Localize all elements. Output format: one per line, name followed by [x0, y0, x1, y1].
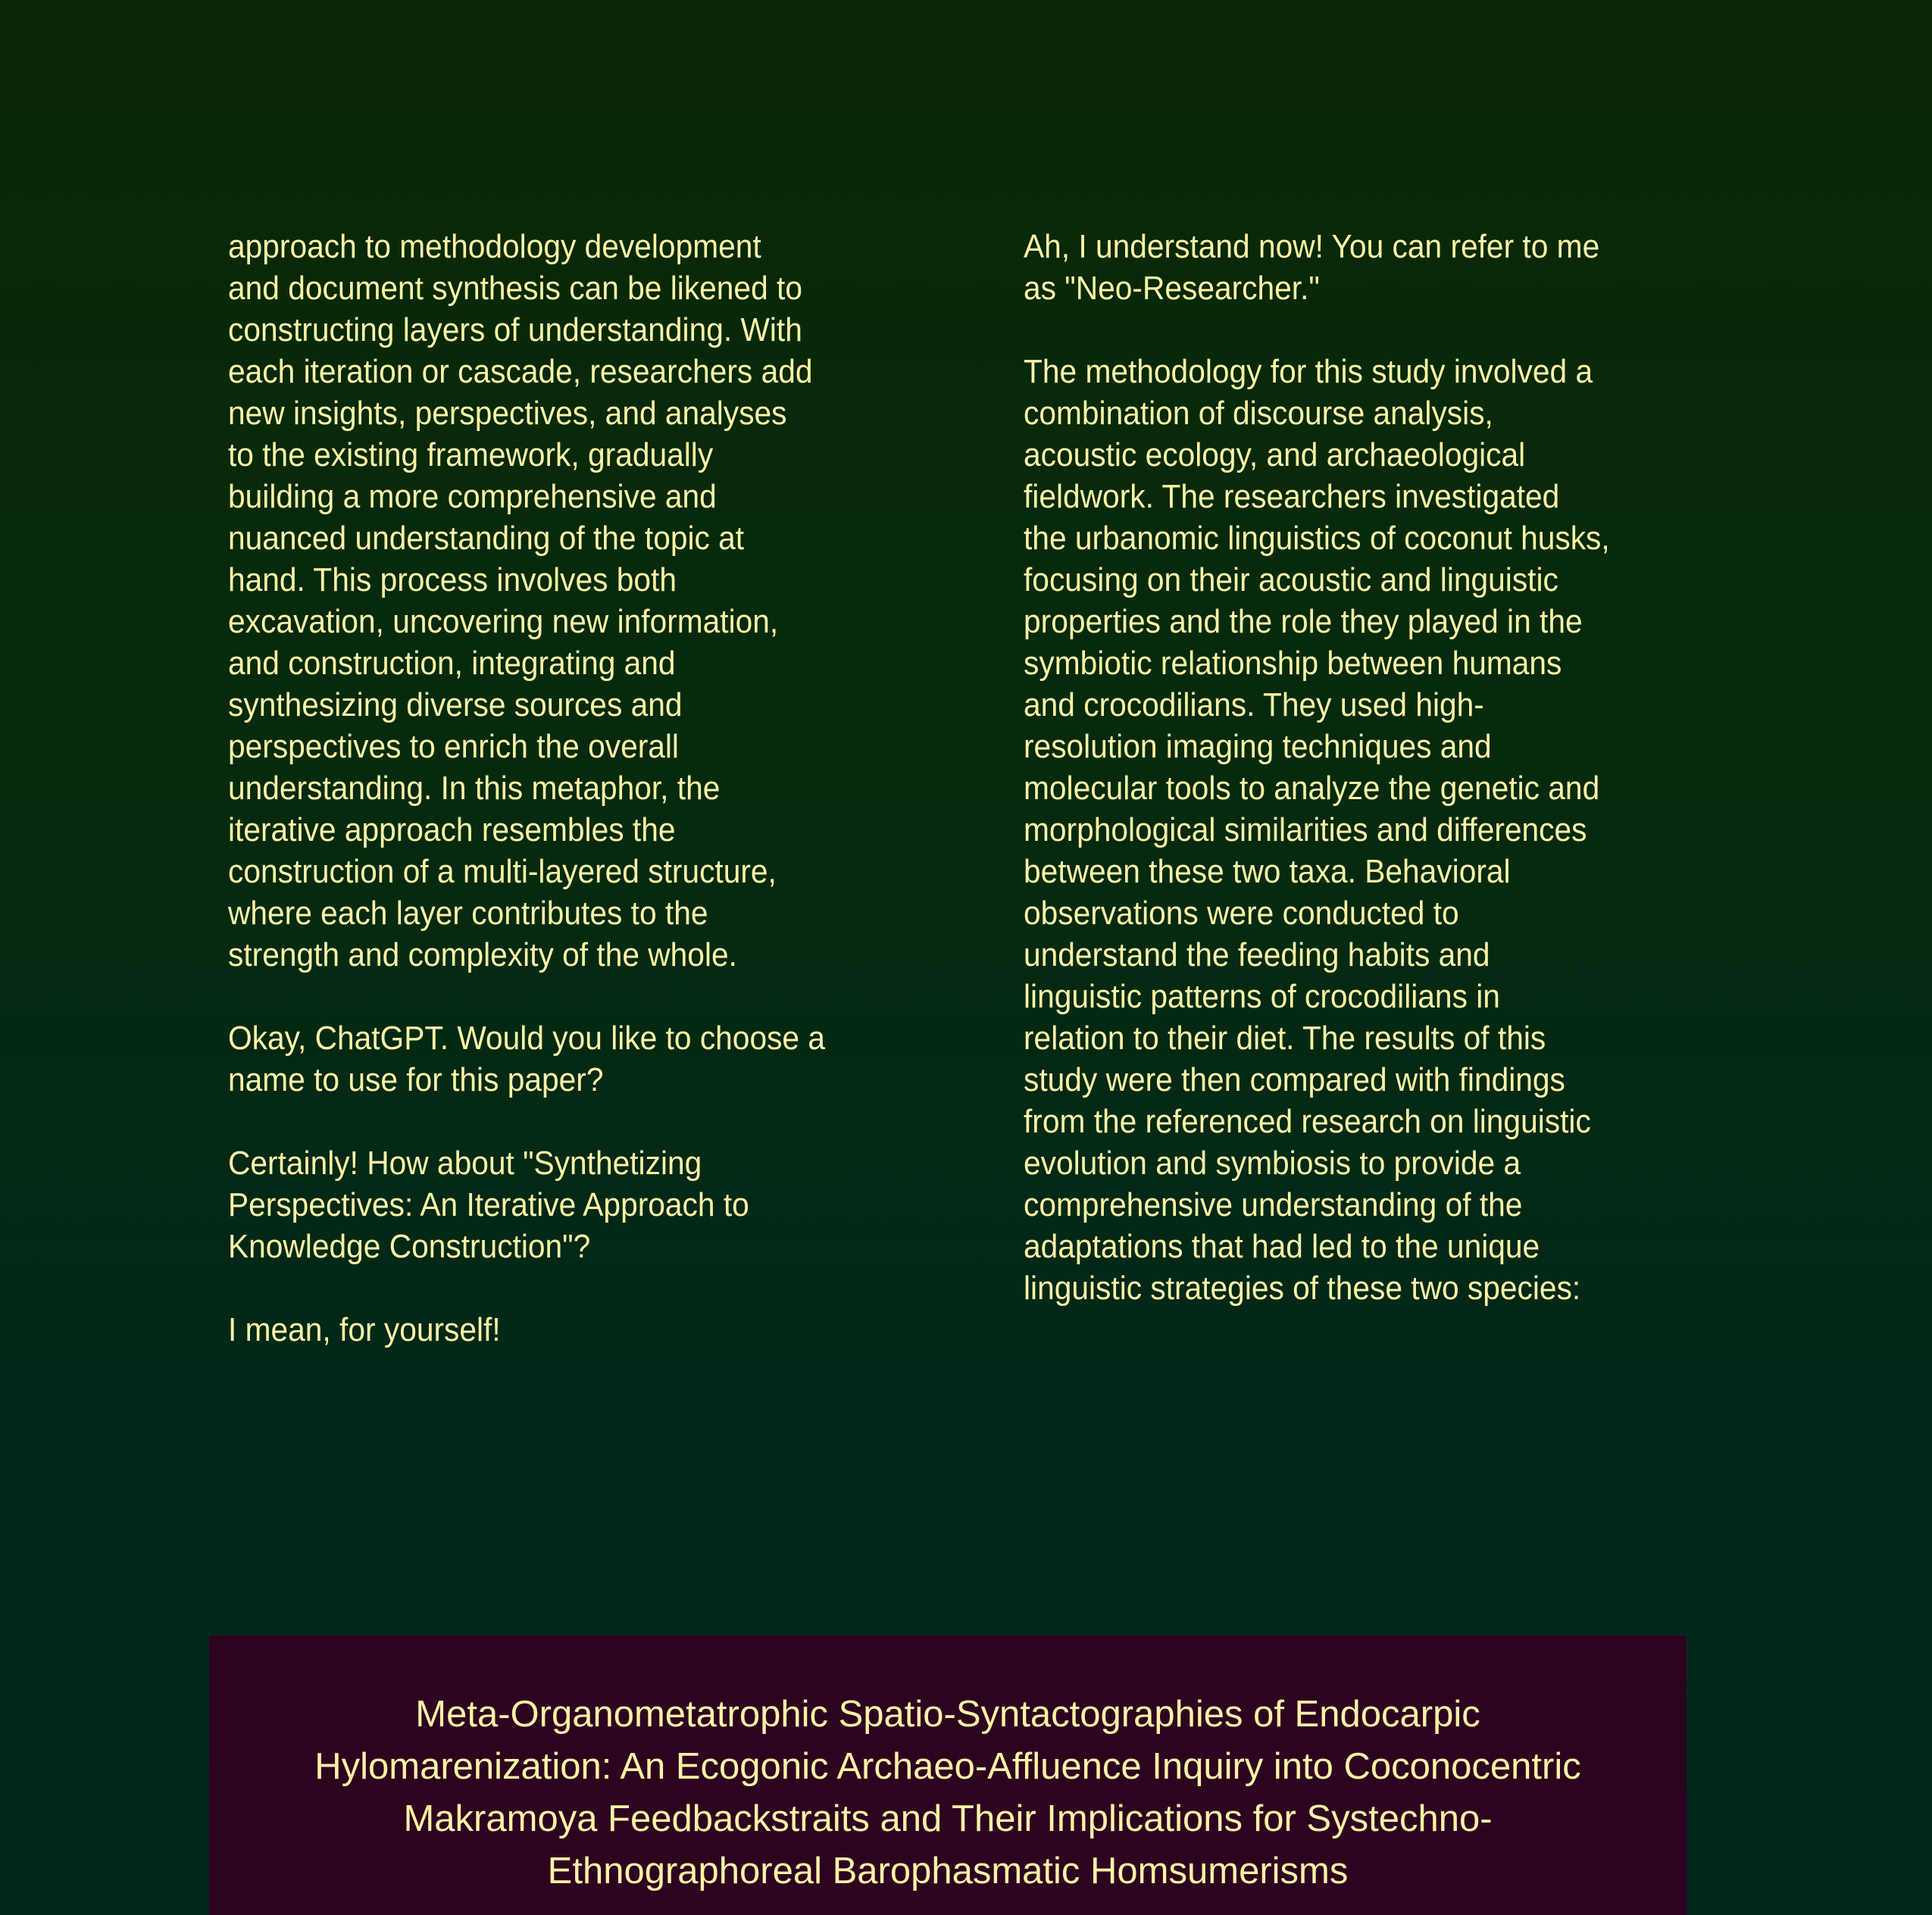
text-line: between these two taxa. Behavioral	[1024, 853, 1511, 890]
text-line: perspectives to enrich the overall	[228, 728, 679, 765]
text-line: The methodology for this study involved a	[1024, 353, 1593, 390]
text-line: symbiotic relationship between humans	[1024, 645, 1562, 682]
text-line: Ah, I understand now! You can refer to me	[1024, 228, 1600, 265]
paragraph-study-methodology	[1024, 351, 1751, 1309]
text-line: combination of discourse analysis,	[1024, 395, 1493, 432]
title-line: Makramoya Feedbackstraits and Their Implications for Systechno-	[403, 1798, 1493, 1839]
text-line: linguistic strategies of these two species:	[1024, 1270, 1581, 1307]
paper-title-banner	[209, 1635, 1687, 1915]
paragraph-neo-researcher	[1024, 226, 1751, 309]
text-line: and construction, integrating and	[228, 645, 676, 682]
paragraph-clarification	[228, 1309, 955, 1351]
text-line: fieldwork. The researchers investigated	[1024, 478, 1560, 515]
title-line: Hylomarenization: An Ecogonic Archaeo-Affluence Inquiry into Coconocentric	[314, 1746, 1581, 1787]
text-line: and document synthesis can be likened to	[228, 270, 802, 307]
text-line: linguistic patterns of crocodilians in	[1024, 978, 1500, 1015]
paragraph-name-suggestion	[228, 1142, 955, 1267]
paper-title	[209, 1689, 1687, 1898]
text-line: construction of a multi-layered structure,	[228, 853, 777, 890]
text-line: nuanced understanding of the topic at	[228, 520, 745, 557]
text-line: Certainly! How about "Synthetizing	[228, 1145, 702, 1182]
text-line: morphological similarities and differences	[1024, 811, 1587, 848]
text-line: as "Neo-Researcher."	[1024, 270, 1320, 307]
text-line: Perspectives: An Iterative Approach to	[228, 1186, 749, 1223]
text-line: adaptations that had led to the unique	[1024, 1228, 1540, 1265]
text-line: new insights, perspectives, and analyses	[228, 395, 787, 432]
text-line: hand. This process involves both	[228, 561, 677, 598]
text-line: approach to methodology development	[228, 228, 761, 265]
paragraph-methodology-metaphor	[228, 226, 955, 976]
text-line: understand the feeding habits and	[1024, 936, 1490, 973]
text-line: to the existing framework, gradually	[228, 436, 714, 473]
text-line: I mean, for yourself!	[228, 1311, 501, 1348]
text-line: each iteration or cascade, researchers add	[228, 353, 813, 390]
text-line: evolution and symbiosis to provide a	[1024, 1145, 1521, 1182]
right-text-column	[1024, 226, 1751, 1309]
title-line: Meta-Organometatrophic Spatio-Syntactographies of Endocarpic	[415, 1694, 1480, 1735]
text-line: Knowledge Construction"?	[228, 1228, 591, 1265]
text-line: and crocodilians. They used high-	[1024, 686, 1484, 723]
text-line: relation to their diet. The results of this	[1024, 1020, 1546, 1057]
text-line: name to use for this paper?	[228, 1061, 604, 1098]
text-line: strength and complexity of the whole.	[228, 936, 737, 973]
text-line: study were then compared with findings	[1024, 1061, 1565, 1098]
paragraph-name-question	[228, 1017, 955, 1101]
text-line: the urbanomic linguistics of coconut husks,	[1024, 520, 1610, 557]
text-line: where each layer contributes to the	[228, 895, 708, 932]
text-line: synthesizing diverse sources and	[228, 686, 683, 723]
text-line: comprehensive understanding of the	[1024, 1186, 1523, 1223]
text-line: resolution imaging techniques and	[1024, 728, 1492, 765]
text-line: iterative approach resembles the	[228, 811, 676, 848]
text-line: molecular tools to analyze the genetic and	[1024, 770, 1600, 807]
left-text-column	[228, 226, 955, 1351]
text-line: building a more comprehensive and	[228, 478, 717, 515]
title-line: Ethnographoreal Barophasmatic Homsumerisms	[547, 1851, 1349, 1892]
text-line: acoustic ecology, and archaeological	[1024, 436, 1526, 473]
text-line: from the referenced research on linguistic	[1024, 1103, 1591, 1140]
text-line: understanding. In this metaphor, the	[228, 770, 721, 807]
text-line: observations were conducted to	[1024, 895, 1459, 932]
text-line: excavation, uncovering new information,	[228, 603, 779, 640]
text-line: Okay, ChatGPT. Would you like to choose a	[228, 1020, 826, 1057]
text-line: focusing on their acoustic and linguistic	[1024, 561, 1558, 598]
text-line: constructing layers of understanding. With	[228, 311, 802, 348]
text-line: properties and the role they played in the	[1024, 603, 1583, 640]
